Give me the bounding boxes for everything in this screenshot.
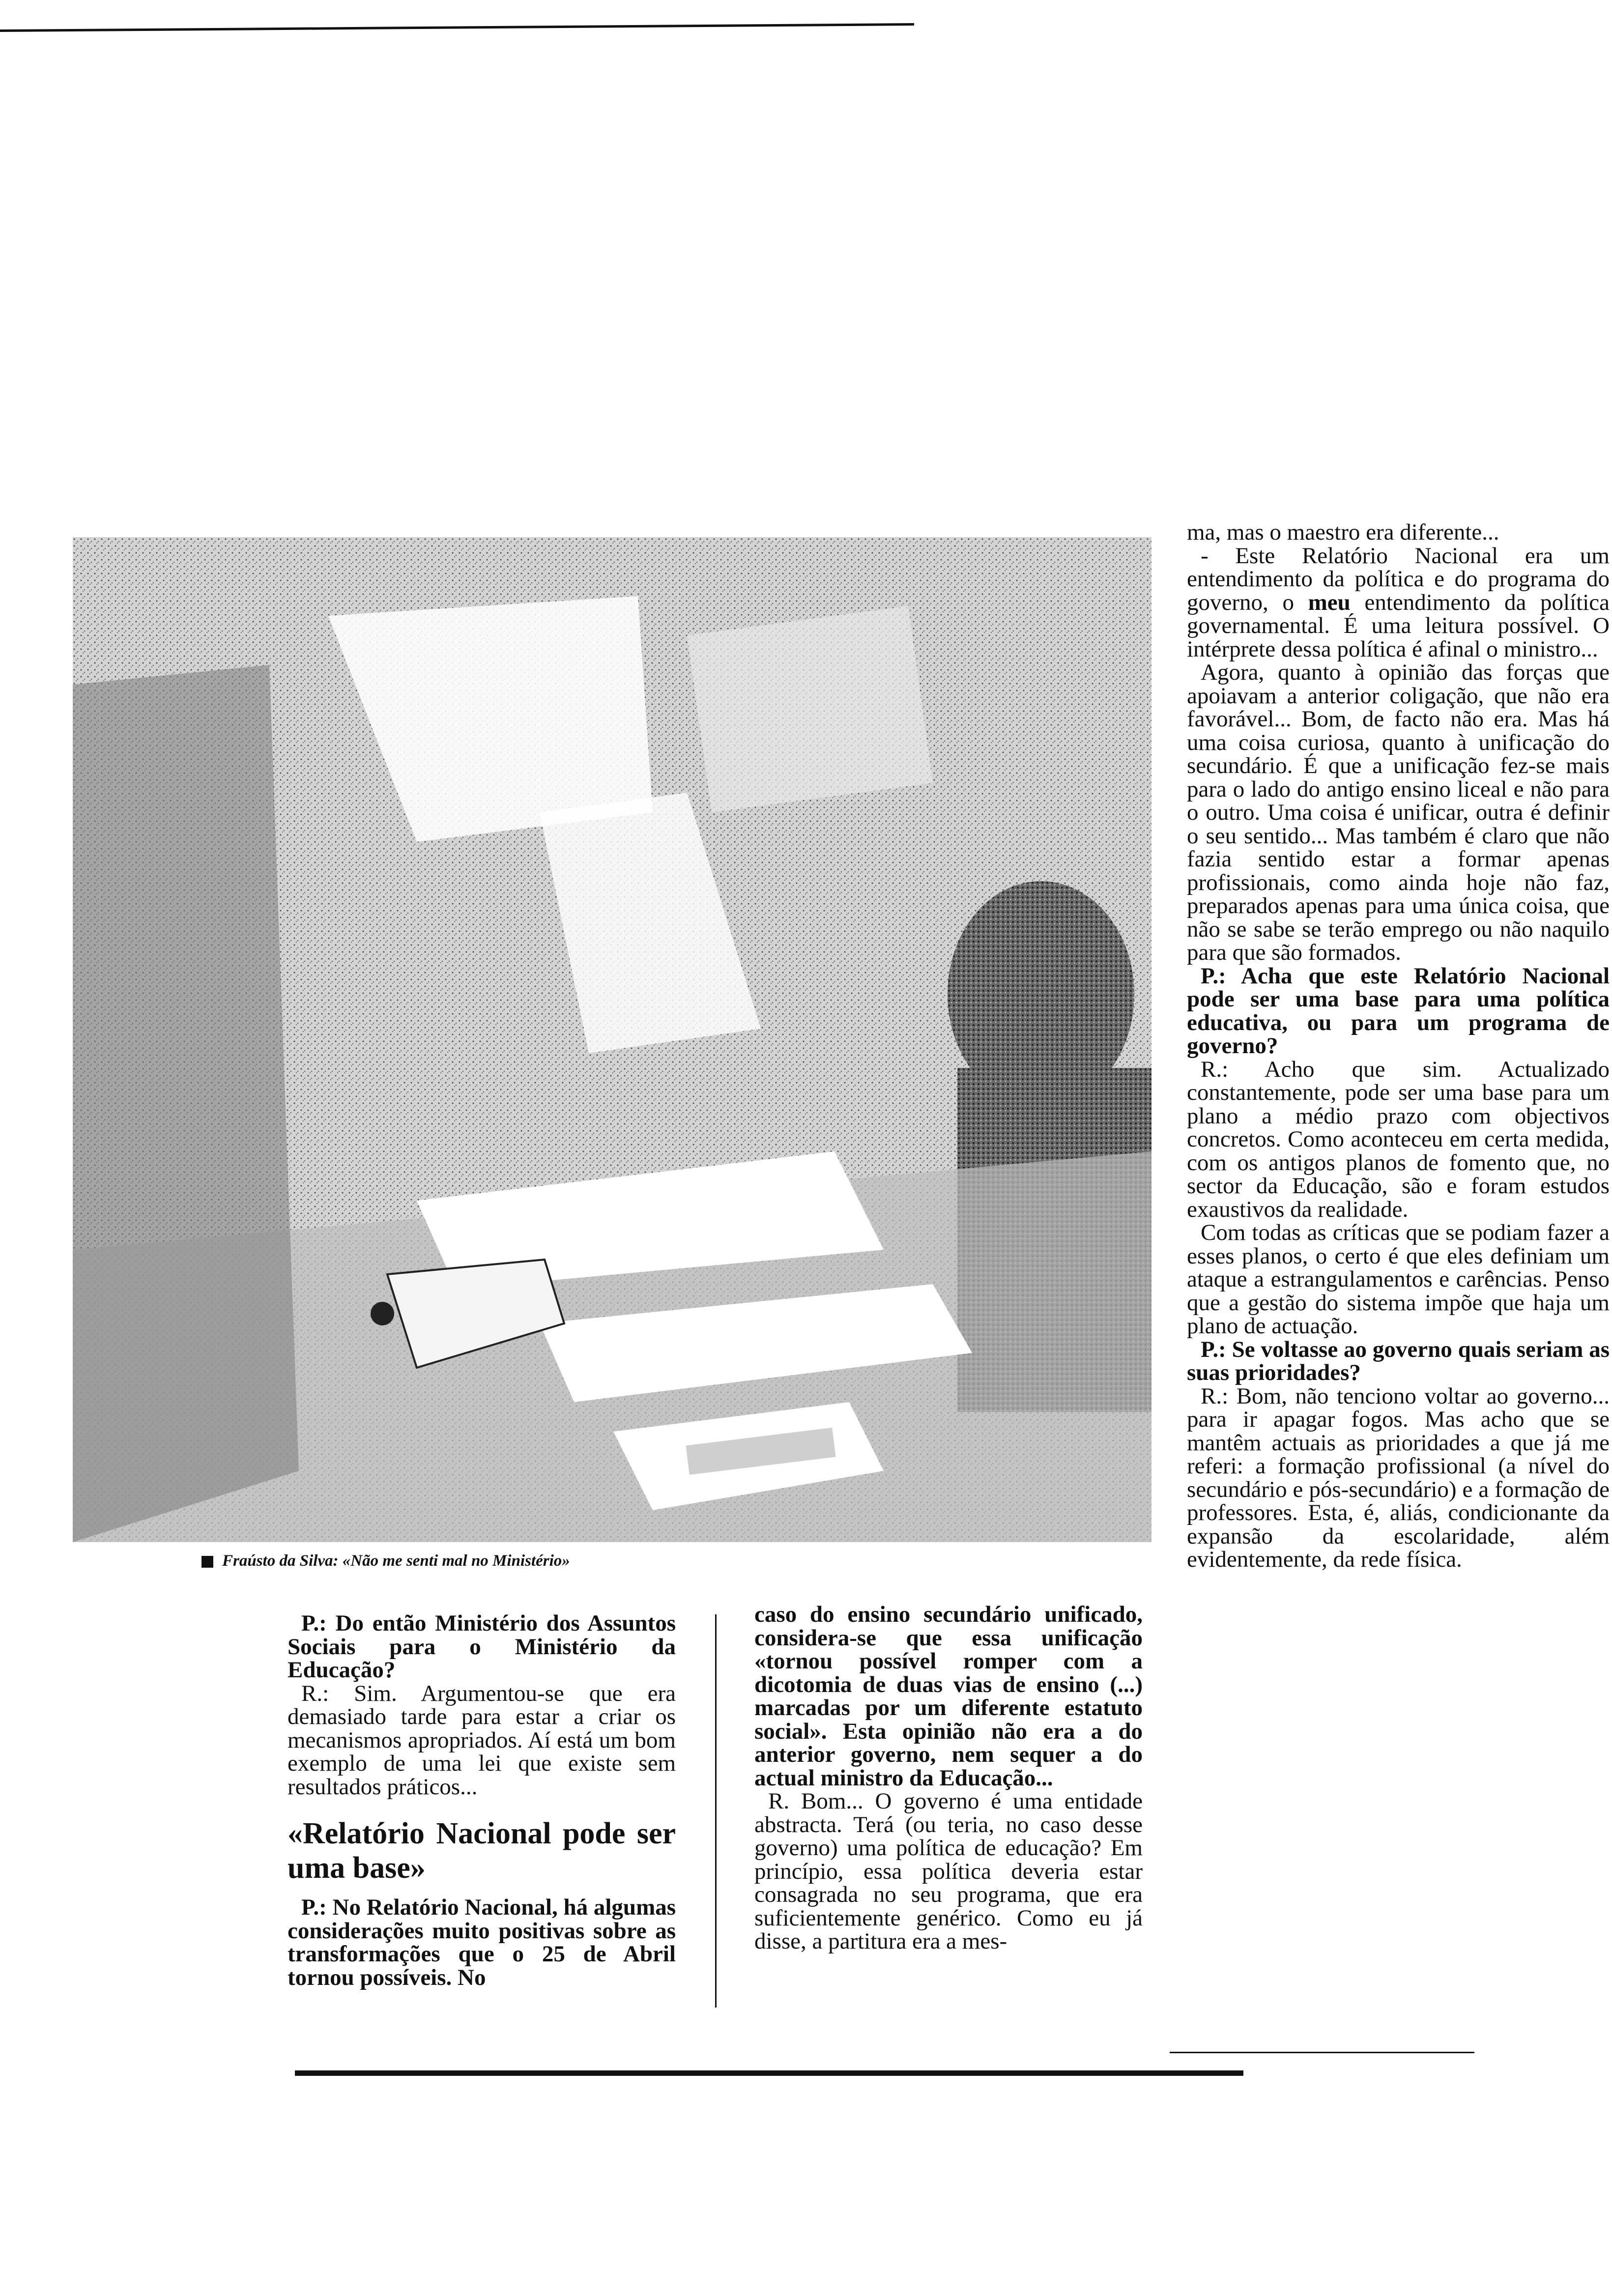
bottom-thin-line (1170, 2052, 1474, 2053)
top-edge-line (0, 23, 914, 32)
answer-3-paragraph-2: Com todas as críticas que se podiam fazer a esses planos, o certo é que eles definiam um ataque a estrangulamentos e carências. Penso que a gestão do sistema impõe que haja um plano de actuação. (1187, 1220, 1610, 1339)
photo-icon (73, 537, 1151, 1542)
question-2-start: P.: No Relatório Nacional, há algumas considerações muito positivas sobre as transformações que o 25 de Abril tornou possíveis. No (288, 1894, 676, 1990)
photo-caption (202, 1552, 570, 1570)
column-divider (715, 1614, 717, 2008)
column-1 (288, 1612, 676, 1989)
answer-3: R.: Acho que sim. Actualizado constantemente, pode ser uma base para um plano a médio prazo com objectivos concretos. Como aconteceu em certa medida, com os antigos planos de fomento que, no sector da Educação, são e foram estudos exaustivos da realidade. (1187, 1056, 1610, 1222)
answer-2-emphasis: meu (1308, 589, 1351, 615)
answer-1: R.: Sim. Argumentou-se que era demasiado tarde para estar a criar os mecanismos apropriados. Aí está um bom exemplo de uma lei que existe sem resultados práticos... (288, 1680, 676, 1800)
column-2 (754, 1603, 1143, 1953)
answer-2: R. Bom... O governo é uma entidade abstracta. Terá (ou teria, no caso desse governo) uma política de educação? Em princípio, essa política deveria estar consagrada no seu programa, que era suficientemente genérico. Como eu já disse, a partitura era a mes- (754, 1788, 1143, 1954)
bottom-thick-rule (295, 2070, 1243, 2076)
caption-bullet-icon (202, 1556, 213, 1568)
question-4: P.: Se voltasse ao governo quais seriam as suas prioridades? (1187, 1336, 1610, 1385)
article-photo (73, 537, 1151, 1542)
column-3 (1187, 521, 1610, 1572)
question-1: P.: Do então Ministério dos Assuntos Sociais para o Ministério da Educação? (288, 1610, 676, 1683)
question-3: P.: Acha que este Relatório Nacional pode ser uma base para uma política educativa, ou para um programa de governo? (1187, 963, 1610, 1059)
section-headline: «Relatório Nacional pode ser uma base» (288, 1817, 676, 1885)
caption-text: Fraústo da Silva: «Não me senti mal no Ministério» (222, 1552, 570, 1570)
answer-2-continued: ma, mas o maestro era diferente... (1187, 519, 1499, 545)
answer-2-paragraph-3: Agora, quanto à opinião das forças que apoiavam a anterior coligação, que não era favorável... Bom, de facto não era. Mas há uma coisa curiosa, quanto à unificação do secundário. É que a unificação fez-se mais para o lado do antigo ensino liceal e não para o outro. Uma coisa é unificar, outra é definir o seu sentido... Mas também é claro que não fazia sentido estar a formar apenas profissionais, como ainda hoje não faz, preparados apenas para uma única coisa, que não se sabe se terão emprego ou não naquilo para que são formados. (1187, 660, 1610, 965)
answer-2-paragraph-2-start: - Este Relatório Nacional era um entendimento da política e do programa do governo, o (1187, 543, 1610, 615)
answer-2-paragraph-2-end: entendimento da política governamental. É uma leitura possível. O intérprete dessa política é afinal o ministro... (1187, 589, 1610, 662)
answer-2-paragraph-2 (1187, 545, 1610, 661)
question-2-continued: caso do ensino secundário unificado, considera-se que essa unificação «tornou possível romper com a dicotomia de duas vias de ensino (...) marcadas por um diferente estatuto social». Esta opinião não era a do anterior governo, nem sequer a do actual ministro da Educação... (754, 1602, 1143, 1791)
answer-4: R.: Bom, não tenciono voltar ao governo... para ir apagar fogos. Mas acho que se mantêm actuais as prioridades a que já me referi: a formação profissional (a nível do secundário e pós-secundário) e a formação de professores. Esta, é, aliás, condicionante da expansão da escolaridade, além evidentemente, da rede física. (1187, 1383, 1610, 1572)
